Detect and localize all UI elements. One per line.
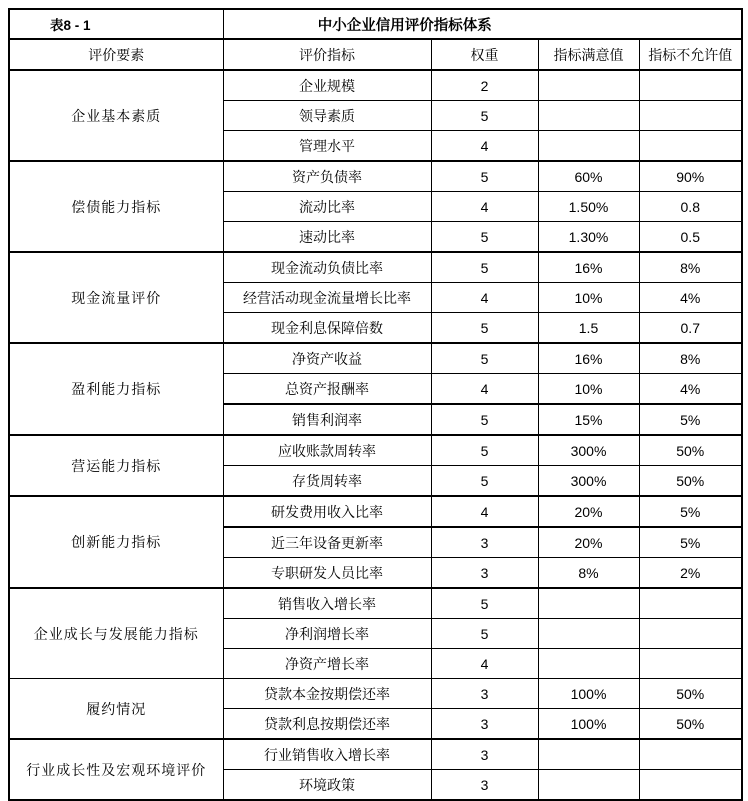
table-row bbox=[9, 496, 742, 527]
indicator-cell: 总资产报酬率 bbox=[223, 374, 431, 405]
not-allowed-value-cell: 5% bbox=[639, 496, 742, 527]
factor-cell: 营运能力指标 bbox=[9, 435, 223, 496]
satisfactory-value-cell: 300% bbox=[538, 435, 639, 466]
weight-cell: 5 bbox=[431, 222, 538, 253]
indicator-cell: 贷款本金按期偿还率 bbox=[223, 679, 431, 709]
indicator-cell: 行业销售收入增长率 bbox=[223, 739, 431, 770]
satisfactory-value-cell: 1.50% bbox=[538, 192, 639, 222]
not-allowed-value-cell: 50% bbox=[639, 466, 742, 497]
indicator-cell: 领导素质 bbox=[223, 101, 431, 131]
indicator-cell: 管理水平 bbox=[223, 131, 431, 162]
factor-cell: 企业成长与发展能力指标 bbox=[9, 588, 223, 679]
not-allowed-value-cell: 5% bbox=[639, 404, 742, 435]
not-allowed-value-cell: 50% bbox=[639, 679, 742, 709]
indicator-cell: 资产负债率 bbox=[223, 161, 431, 192]
table-row bbox=[9, 588, 742, 619]
satisfactory-value-cell: 1.30% bbox=[538, 222, 639, 253]
weight-cell: 5 bbox=[431, 404, 538, 435]
not-allowed-value-cell: 0.5 bbox=[639, 222, 742, 253]
indicator-cell: 流动比率 bbox=[223, 192, 431, 222]
column-header-factor: 评价要素 bbox=[9, 39, 223, 70]
satisfactory-value-cell: 10% bbox=[538, 374, 639, 405]
satisfactory-value-cell bbox=[538, 131, 639, 162]
indicator-cell: 净资产增长率 bbox=[223, 649, 431, 679]
weight-cell: 3 bbox=[431, 709, 538, 740]
factor-cell: 偿债能力指标 bbox=[9, 161, 223, 252]
column-header-weight: 权重 bbox=[431, 39, 538, 70]
weight-cell: 3 bbox=[431, 770, 538, 801]
satisfactory-value-cell: 300% bbox=[538, 466, 639, 497]
weight-cell: 4 bbox=[431, 374, 538, 405]
factor-cell: 履约情况 bbox=[9, 679, 223, 740]
satisfactory-value-cell: 20% bbox=[538, 527, 639, 558]
indicator-cell: 存货周转率 bbox=[223, 466, 431, 497]
satisfactory-value-cell bbox=[538, 770, 639, 801]
weight-cell: 5 bbox=[431, 466, 538, 497]
weight-cell: 2 bbox=[431, 70, 538, 101]
indicator-cell: 企业规模 bbox=[223, 70, 431, 101]
satisfactory-value-cell: 10% bbox=[538, 283, 639, 313]
table-row bbox=[9, 161, 742, 192]
factor-cell: 创新能力指标 bbox=[9, 496, 223, 588]
indicator-cell: 净利润增长率 bbox=[223, 619, 431, 649]
not-allowed-value-cell: 4% bbox=[639, 374, 742, 405]
indicator-cell: 销售利润率 bbox=[223, 404, 431, 435]
table-title-row bbox=[9, 9, 742, 39]
factor-cell: 行业成长性及宏观环境评价 bbox=[9, 739, 223, 800]
indicator-cell: 贷款利息按期偿还率 bbox=[223, 709, 431, 740]
table-title: 中小企业信用评价指标体系 bbox=[223, 9, 742, 39]
satisfactory-value-cell: 100% bbox=[538, 709, 639, 740]
credit-evaluation-table-body bbox=[9, 9, 742, 800]
table-row bbox=[9, 679, 742, 709]
satisfactory-value-cell bbox=[538, 588, 639, 619]
not-allowed-value-cell bbox=[639, 101, 742, 131]
not-allowed-value-cell: 5% bbox=[639, 527, 742, 558]
indicator-cell: 应收账款周转率 bbox=[223, 435, 431, 466]
weight-cell: 3 bbox=[431, 739, 538, 770]
weight-cell: 4 bbox=[431, 131, 538, 162]
indicator-cell: 专职研发人员比率 bbox=[223, 558, 431, 589]
not-allowed-value-cell bbox=[639, 131, 742, 162]
weight-cell: 5 bbox=[431, 435, 538, 466]
factor-cell: 盈利能力指标 bbox=[9, 343, 223, 435]
weight-cell: 4 bbox=[431, 496, 538, 527]
not-allowed-value-cell: 50% bbox=[639, 435, 742, 466]
table-row bbox=[9, 343, 742, 374]
not-allowed-value-cell bbox=[639, 588, 742, 619]
satisfactory-value-cell: 1.5 bbox=[538, 313, 639, 344]
weight-cell: 4 bbox=[431, 283, 538, 313]
satisfactory-value-cell: 16% bbox=[538, 343, 639, 374]
satisfactory-value-cell: 100% bbox=[538, 679, 639, 709]
weight-cell: 4 bbox=[431, 649, 538, 679]
indicator-cell: 近三年设备更新率 bbox=[223, 527, 431, 558]
satisfactory-value-cell: 8% bbox=[538, 558, 639, 589]
not-allowed-value-cell bbox=[639, 739, 742, 770]
satisfactory-value-cell: 15% bbox=[538, 404, 639, 435]
not-allowed-value-cell: 0.7 bbox=[639, 313, 742, 344]
weight-cell: 5 bbox=[431, 588, 538, 619]
factor-cell: 企业基本素质 bbox=[9, 70, 223, 161]
table-row bbox=[9, 252, 742, 283]
not-allowed-value-cell: 4% bbox=[639, 283, 742, 313]
weight-cell: 5 bbox=[431, 619, 538, 649]
table-row bbox=[9, 70, 742, 101]
weight-cell: 3 bbox=[431, 527, 538, 558]
indicator-cell: 现金利息保障倍数 bbox=[223, 313, 431, 344]
not-allowed-value-cell bbox=[639, 70, 742, 101]
indicator-cell: 现金流动负债比率 bbox=[223, 252, 431, 283]
not-allowed-value-cell: 8% bbox=[639, 343, 742, 374]
not-allowed-value-cell bbox=[639, 619, 742, 649]
indicator-cell: 研发费用收入比率 bbox=[223, 496, 431, 527]
indicator-cell: 净资产收益 bbox=[223, 343, 431, 374]
credit-evaluation-table bbox=[8, 8, 743, 801]
weight-cell: 5 bbox=[431, 252, 538, 283]
table-header-row bbox=[9, 39, 742, 70]
column-header-satisfactory: 指标满意值 bbox=[538, 39, 639, 70]
weight-cell: 5 bbox=[431, 313, 538, 344]
column-header-indicator: 评价指标 bbox=[223, 39, 431, 70]
not-allowed-value-cell bbox=[639, 770, 742, 801]
table-row bbox=[9, 739, 742, 770]
indicator-cell: 经营活动现金流量增长比率 bbox=[223, 283, 431, 313]
satisfactory-value-cell: 16% bbox=[538, 252, 639, 283]
weight-cell: 3 bbox=[431, 679, 538, 709]
weight-cell: 5 bbox=[431, 343, 538, 374]
weight-cell: 3 bbox=[431, 558, 538, 589]
satisfactory-value-cell bbox=[538, 70, 639, 101]
satisfactory-value-cell: 60% bbox=[538, 161, 639, 192]
table-number-label: 表8 - 1 bbox=[9, 9, 223, 39]
not-allowed-value-cell: 8% bbox=[639, 252, 742, 283]
weight-cell: 4 bbox=[431, 192, 538, 222]
indicator-cell: 环境政策 bbox=[223, 770, 431, 801]
not-allowed-value-cell: 2% bbox=[639, 558, 742, 589]
indicator-cell: 速动比率 bbox=[223, 222, 431, 253]
satisfactory-value-cell bbox=[538, 649, 639, 679]
indicator-cell: 销售收入增长率 bbox=[223, 588, 431, 619]
weight-cell: 5 bbox=[431, 161, 538, 192]
satisfactory-value-cell: 20% bbox=[538, 496, 639, 527]
satisfactory-value-cell bbox=[538, 619, 639, 649]
table-row bbox=[9, 435, 742, 466]
not-allowed-value-cell bbox=[639, 649, 742, 679]
not-allowed-value-cell: 0.8 bbox=[639, 192, 742, 222]
column-header-not-allowed: 指标不允许值 bbox=[639, 39, 742, 70]
satisfactory-value-cell bbox=[538, 101, 639, 131]
not-allowed-value-cell: 90% bbox=[639, 161, 742, 192]
weight-cell: 5 bbox=[431, 101, 538, 131]
factor-cell: 现金流量评价 bbox=[9, 252, 223, 343]
not-allowed-value-cell: 50% bbox=[639, 709, 742, 740]
satisfactory-value-cell bbox=[538, 739, 639, 770]
